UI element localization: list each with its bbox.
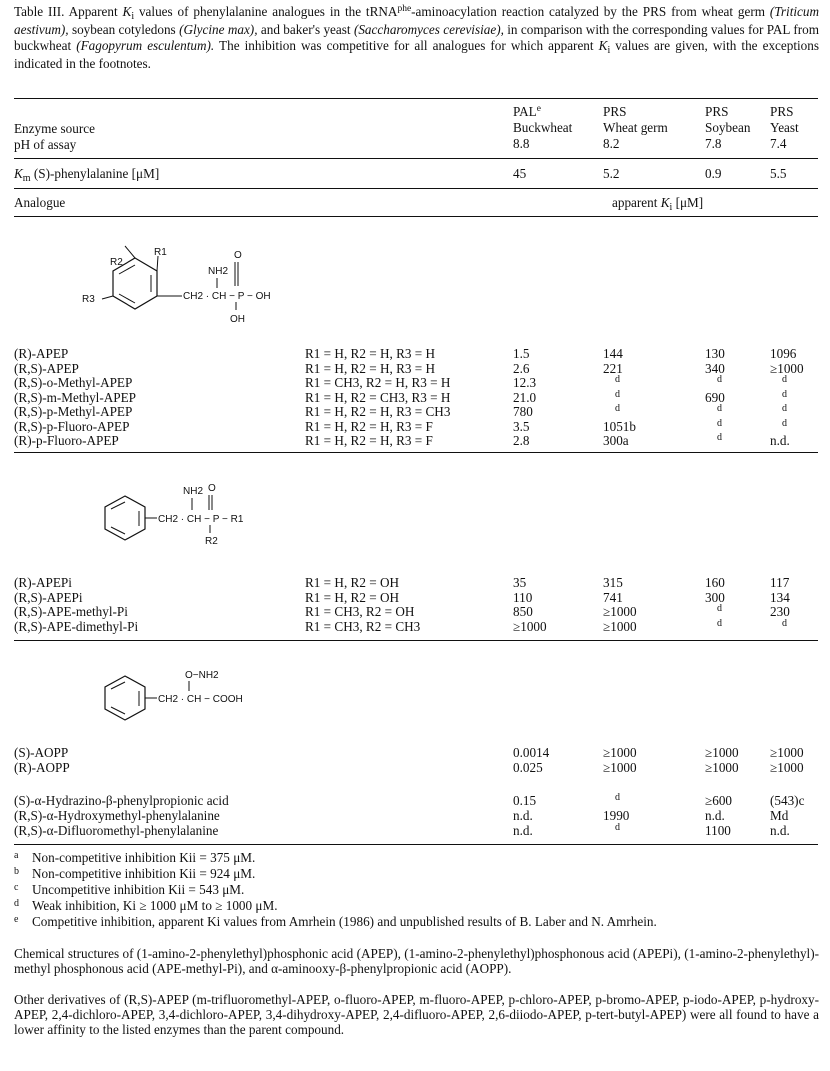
- structure-aopp-icon: [95, 668, 275, 724]
- ki-value: d: [717, 432, 722, 443]
- ki-value: d: [782, 403, 787, 414]
- ki-value: (543)c: [770, 793, 805, 808]
- ki-value: d: [782, 374, 787, 385]
- ki-value: 780: [513, 404, 533, 419]
- ki-value: 1096: [770, 346, 797, 361]
- struct1-oh: OH: [230, 314, 245, 325]
- compound-name: (R)-APEP: [14, 346, 69, 361]
- ki-value: d: [717, 417, 722, 429]
- compound-name: (R,S)-APE-methyl-Pi: [14, 604, 128, 619]
- substituents: R1 = H, R2 = H, R3 = CH3: [305, 404, 451, 419]
- substituents: R1 = H, R2 = OH: [305, 575, 400, 590]
- analogue-label: Analogue: [14, 195, 66, 210]
- ki-value: ≥1000: [770, 760, 804, 775]
- km-yeast: 5.5: [770, 166, 787, 181]
- footnote-mark: a: [14, 850, 19, 861]
- compound-name: (R,S)-p-Methyl-APEP: [14, 404, 133, 419]
- compound-name: (R,S)-α-Difluoromethyl-phenylalanine: [14, 823, 219, 838]
- km-wheat: 5.2: [603, 166, 620, 181]
- ki-value: 117: [770, 575, 790, 590]
- structure-apepi-icon: [95, 478, 275, 548]
- ph-label: pH of assay: [14, 137, 77, 152]
- ki-value: 160: [705, 575, 725, 590]
- ki-value: d: [782, 388, 787, 400]
- rule-bottom: [14, 844, 818, 845]
- ki-value: ≥1000: [770, 360, 804, 376]
- footnote-text: Non-competitive inhibition Kii = 924 μM.: [32, 866, 256, 881]
- structure-apep-icon: [80, 238, 300, 328]
- struct3-chain: CH2 · CH − COOH: [158, 694, 243, 705]
- rule-top: [14, 98, 818, 99]
- ki-value: d: [717, 617, 722, 629]
- struct1-r3: R3: [82, 294, 95, 305]
- ki-value: d: [717, 603, 722, 614]
- km-soybean: 0.9: [705, 166, 722, 181]
- compound-name: (R)-APEPi: [14, 575, 72, 590]
- rule-header: [14, 158, 818, 159]
- col-header-wheat: PRS: [603, 104, 627, 119]
- col-header-yeast-source: Yeast: [770, 120, 799, 135]
- ki-value: 850: [513, 604, 533, 619]
- footnote-text: Non-competitive inhibition Kii = 375 μM.: [32, 850, 256, 865]
- ki-value: 3.5: [513, 418, 530, 434]
- col-header-soybean-source: Soybean: [705, 120, 751, 135]
- ki-value: 300a: [603, 433, 629, 448]
- ki-value: 1990: [603, 808, 630, 823]
- ki-value: 340: [705, 360, 725, 376]
- ki-value: ≥1000: [705, 760, 739, 775]
- struct1-nh2: NH2: [208, 266, 229, 277]
- table-caption: Table III. Apparent $K_i$ values of phenylalanine analogues in the tRNA$^{phe}$-aminoacylation reaction catalyzed by the PRS from wheat germ (Triticum aestivum), soybean cotyledons (Glycine max), and baker's yeast (Saccharomyces cerevisiae), in comparison with the corresponding values for PAL from buckwheat (Fagopyrum esculentum). The inhibition was competitive for all analogues for which apparent $K_i$ values are given, with the exceptions indicated in the footnotes.: [14, 4, 819, 71]
- ki-value: 21.0: [513, 389, 537, 405]
- ki-value: 1.5: [513, 346, 530, 361]
- compound-name: (R,S)-o-Methyl-APEP: [14, 375, 133, 390]
- ki-value: n.d.: [513, 823, 533, 838]
- ki-value: 130: [705, 346, 725, 361]
- ki-value: Md: [770, 808, 789, 823]
- ki-value: ≥1000: [603, 604, 637, 619]
- compound-name: (R,S)-APE-dimethyl-Pi: [14, 618, 139, 634]
- ki-value: n.d.: [770, 433, 790, 448]
- ki-value: d: [717, 374, 722, 385]
- ki-value: d: [615, 403, 620, 414]
- ki-value: 144: [603, 346, 623, 361]
- ki-value: 300: [705, 589, 725, 605]
- col-header-pal: PAL$^e$: [513, 104, 541, 119]
- compound-name: (S)-AOPP: [14, 745, 69, 760]
- footnote-e: [14, 914, 819, 931]
- compound-name: (R)-AOPP: [14, 760, 70, 775]
- ki-value: 134: [770, 589, 790, 605]
- col-header-soybean: PRS: [705, 104, 729, 119]
- substituents: R1 = CH3, R2 = H, R3 = H: [305, 375, 451, 390]
- ki-value: ≥1000: [603, 618, 637, 634]
- struct2-nh2: NH2: [183, 486, 204, 497]
- col-header-yeast-ph: 7.4: [770, 136, 787, 151]
- ki-value: 315: [603, 575, 623, 590]
- enzyme-source-label: Enzyme source: [14, 121, 95, 136]
- footnote-mark: b: [14, 866, 19, 877]
- ki-value: 0.025: [513, 760, 543, 775]
- footnote-text: Uncompetitive inhibition Kii = 543 μM.: [32, 882, 245, 897]
- ki-value: d: [717, 403, 722, 414]
- ki-value: ≥1000: [513, 618, 547, 634]
- km-label: $K_m$ (S)-phenylalanine [μM]: [14, 166, 160, 184]
- footnote-a: [14, 850, 819, 867]
- ki-value: d: [782, 617, 787, 629]
- ki-value: 230: [770, 604, 790, 619]
- ki-value: d: [615, 374, 620, 385]
- footnote-c: [14, 882, 819, 899]
- footnote-text: Weak inhibition, Ki ≥ 1000 μM to ≥ 1000 μM.: [32, 898, 278, 913]
- rule-analogue: [14, 216, 818, 217]
- ki-value: ≥1000: [705, 745, 739, 760]
- col-header-yeast: PRS: [770, 104, 794, 119]
- ki-value: d: [782, 417, 787, 429]
- km-pal: 45: [513, 166, 527, 181]
- footnote-mark: c: [14, 882, 19, 893]
- struct3-onh2: O−NH2: [185, 670, 219, 681]
- ki-value: 2.8: [513, 433, 530, 448]
- struct1-r1: R1: [154, 247, 167, 258]
- ki-value: 110: [513, 589, 533, 605]
- ki-value: n.d.: [513, 808, 533, 823]
- ki-value: ≥1000: [770, 745, 804, 760]
- footnote-text: Competitive inhibition, apparent Ki values from Amrhein (1986) and unpublished results of B. Laber and N. Amrhein.: [32, 914, 657, 929]
- compound-name: (R,S)-APEPi: [14, 589, 83, 605]
- ki-value: 2.6: [513, 360, 530, 376]
- footnote-d: [14, 898, 819, 915]
- rule-km: [14, 188, 818, 189]
- substituents: R1 = H, R2 = H, R3 = F: [305, 433, 433, 448]
- compound-name: (R,S)-APEP: [14, 360, 79, 376]
- rule-group1: [14, 452, 818, 453]
- substituents: R1 = CH3, R2 = OH: [305, 604, 415, 619]
- col-header-pal-ph: 8.8: [513, 136, 530, 151]
- compound-name: (R,S)-α-Hydroxymethyl-phenylalanine: [14, 808, 220, 823]
- ki-value: 12.3: [513, 375, 537, 390]
- substituents: R1 = H, R2 = OH: [305, 589, 400, 605]
- struct2-r2: R2: [205, 536, 218, 547]
- ki-value: d: [615, 822, 620, 833]
- ki-value: 1051b: [603, 418, 636, 434]
- footnote-mark: d: [14, 898, 19, 909]
- ki-value: ≥600: [705, 793, 733, 808]
- compound-name: (S)-α-Hydrazino-β-phenylpropionic acid: [14, 793, 229, 808]
- col-header-wheat-ph: 8.2: [603, 136, 620, 151]
- ki-value: d: [615, 792, 620, 803]
- compound-name: (R,S)-m-Methyl-APEP: [14, 389, 136, 405]
- footnote-mark: e: [14, 914, 19, 925]
- substituents: R1 = CH3, R2 = CH3: [305, 618, 421, 634]
- ki-value: 690: [705, 389, 725, 405]
- col-header-wheat-source: Wheat germ: [603, 120, 668, 135]
- struct1-o: O: [234, 250, 242, 261]
- compound-name: (R)-p-Fluoro-APEP: [14, 433, 119, 448]
- ki-value: ≥1000: [603, 760, 637, 775]
- ki-value: n.d.: [770, 823, 790, 838]
- ki-value: 1100: [705, 823, 731, 838]
- rule-group2: [14, 640, 818, 641]
- substituents: R1 = H, R2 = CH3, R3 = H: [305, 389, 451, 405]
- compound-name: (R,S)-p-Fluoro-APEP: [14, 418, 130, 434]
- substituents: R1 = H, R2 = H, R3 = H: [305, 360, 436, 376]
- note-structures: Chemical structures of (1-amino-2-phenylethyl)phosphonic acid (APEP), (1-amino-2-phenylethyl)phosphonous acid (APEPi), (1-amino-2-phenylethyl)-methyl phosphonous acid (APE-methyl-Pi), and α-aminooxy-β-phenylpropionic acid (AOPP).: [14, 946, 819, 976]
- struct1-r2: R2: [110, 257, 123, 268]
- substituents: R1 = H, R2 = H, R3 = F: [305, 418, 433, 434]
- ki-value: d: [615, 388, 620, 400]
- col-header-soybean-ph: 7.8: [705, 136, 722, 151]
- apparent-ki-label: apparent $K_i$ [μM]: [612, 195, 704, 213]
- ki-value: 35: [513, 575, 527, 590]
- ki-value: 0.15: [513, 793, 537, 808]
- ki-value: n.d.: [705, 808, 725, 823]
- ki-value: 221: [603, 360, 623, 376]
- struct2-chain: CH2 · CH − P − R1: [158, 514, 244, 525]
- substituents: R1 = H, R2 = H, R3 = H: [305, 346, 436, 361]
- ki-value: 0.0014: [513, 745, 550, 760]
- struct2-o: O: [208, 483, 216, 494]
- col-header-pal-source: Buckwheat: [513, 120, 573, 135]
- footnote-b: [14, 866, 819, 883]
- ki-value: ≥1000: [603, 745, 637, 760]
- note-derivatives: Other derivatives of (R,S)-APEP (m-trifluoromethyl-APEP, o-fluoro-APEP, m-fluoro-APEP, p-chloro-APEP, p-bromo-APEP, p-iodo-APEP, p-hydroxy-APEP, 2,4-dichloro-APEP, 3,4-dichloro-APEP, 3,4-dihydroxy-APEP, 2,4-difluoro-APEP, 2,6-diiodo-APEP, p-tert-butyl-APEP) were all found to have a lower affinity to the listed enzymes than the parent compound.: [14, 992, 819, 1037]
- ki-value: 741: [603, 589, 623, 605]
- struct1-chain: CH2 · CH − P − OH: [183, 291, 271, 302]
